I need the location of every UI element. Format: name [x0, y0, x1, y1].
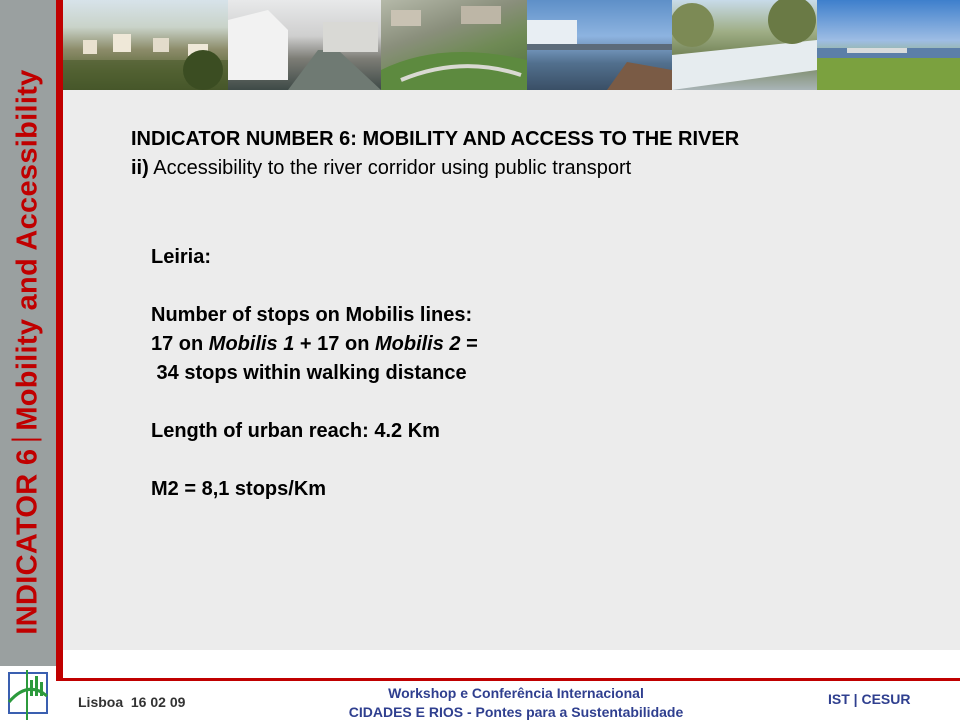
- city-label: Leiria:: [151, 246, 212, 268]
- sidebar-label-topic: Mobility and Accessibility: [11, 69, 44, 431]
- pier-image: [527, 0, 672, 90]
- photo-strip: [63, 0, 960, 90]
- spacer: [151, 446, 478, 475]
- footer-location-date: Lisboa 16 02 09: [78, 694, 186, 710]
- stops-breakdown-part: =: [460, 333, 478, 355]
- sidebar-label-indicator: INDICATOR 6: [11, 448, 44, 635]
- photo-riverbank: [817, 0, 960, 90]
- subtitle-text: Accessibility to the river corridor using public transport: [148, 157, 632, 179]
- sidebar-vertical-title: [12, 69, 45, 634]
- photo-canal-buildings: [228, 0, 381, 90]
- photo-city-view: [63, 0, 228, 90]
- footer-event-line2: CIDADES E RIOS - Pontes para a Sustentabilidade: [348, 704, 684, 720]
- canal-image: [228, 0, 381, 90]
- spacer: [151, 272, 478, 301]
- stops-breakdown-part: + 17 on: [294, 333, 375, 355]
- subtitle-prefix: ii): [131, 157, 149, 179]
- spacer: [151, 388, 478, 417]
- page-subtitle: [131, 157, 631, 180]
- mobilis-1-label: Mobilis 1: [208, 333, 295, 355]
- body-text: [151, 243, 478, 504]
- sidebar-red-edge: [56, 0, 63, 678]
- riverbank-image: [817, 0, 960, 90]
- stops-total: 34 stops within walking distance: [151, 362, 467, 384]
- stops-heading: Number of stops on Mobilis lines:: [151, 304, 473, 326]
- m2-result: M2 = 8,1 stops/Km: [151, 478, 327, 500]
- stops-breakdown: [151, 330, 478, 359]
- urban-reach-length: Length of urban reach: 4.2 Km: [151, 420, 440, 442]
- city-view-image: [63, 0, 228, 90]
- footer-event: [349, 684, 684, 720]
- logo-icon: [0, 666, 56, 720]
- footer-event-line1: Workshop e Conferência Internacional: [388, 685, 644, 701]
- stops-breakdown-part: 17 on: [151, 333, 209, 355]
- mobilis-2-label: Mobilis 2: [374, 333, 461, 355]
- footer-organization: IST | CESUR: [828, 691, 911, 707]
- photo-river-pier: [527, 0, 672, 90]
- page-title: INDICATOR NUMBER 6: MOBILITY AND ACCESS TO THE RIVER: [131, 128, 740, 150]
- weir-image: [672, 0, 817, 90]
- photo-riverside-park: [381, 0, 527, 90]
- sidebar-separator: [12, 439, 42, 441]
- park-image: [381, 0, 527, 90]
- footer-divider: [56, 678, 960, 681]
- photo-weir: [672, 0, 817, 90]
- logo: [0, 666, 56, 720]
